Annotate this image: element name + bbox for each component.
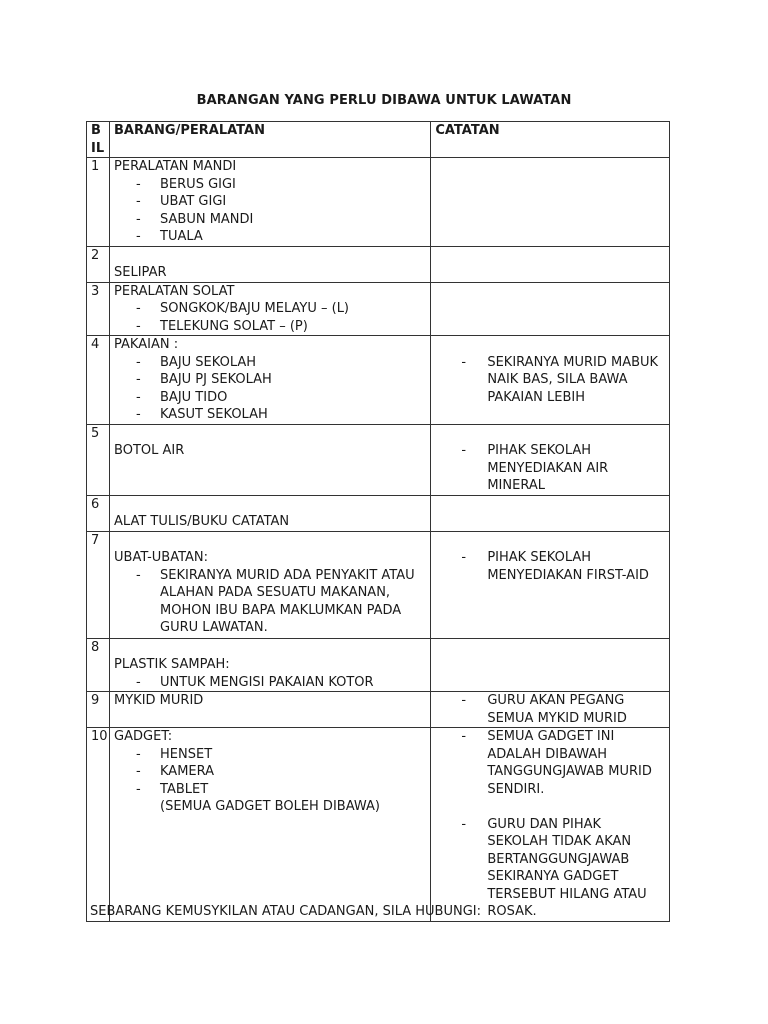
item-label: PAKAIAN : — [114, 337, 179, 352]
note-cell — [431, 692, 670, 728]
note-cell — [431, 531, 670, 638]
sub-item: - SEKIRANYA MURID ADA PENYAKIT ATAU ALAHAN PADA SESUATU MAKANAN, MOHON IBU BAPA MAKLUMKAN PADA GURU LAWATAN. — [136, 567, 415, 635]
header-note: CATATAN — [431, 122, 670, 158]
item-cell — [110, 728, 431, 922]
item-cell — [110, 158, 431, 247]
row-number: 6 — [87, 495, 110, 531]
item-cell — [110, 638, 431, 692]
note-item: - PIHAK SEKOLAH MENYEDIAKAN FIRST-AID — [461, 550, 649, 583]
header-item: BARANG/PERALATAN — [110, 122, 431, 158]
note-item: - SEKIRANYA MURID MABUK NAIK BAS, SILA BAWA PAKAIAN LEBIH — [461, 354, 659, 405]
table-row — [87, 495, 670, 531]
sub-item: - SABUN MANDI — [136, 211, 254, 227]
item-label: BOTOL AIR — [114, 443, 185, 458]
table-row — [87, 246, 670, 282]
note-cell — [431, 336, 670, 425]
row-number: 1 — [87, 158, 110, 247]
item-label: GADGET: — [114, 729, 173, 744]
items-table — [86, 121, 670, 922]
note-item: - GURU AKAN PEGANG SEMUA MYKID MURID — [461, 693, 627, 726]
item-label: PERALATAN MANDI — [114, 159, 237, 174]
item-label: SELIPAR — [114, 265, 167, 280]
item-cell — [110, 424, 431, 495]
note-item: - PIHAK SEKOLAH MENYEDIAKAN AIR MINERAL — [461, 443, 609, 493]
row-number: 9 — [87, 692, 110, 728]
item-cell — [110, 282, 431, 336]
item-cell — [110, 495, 431, 531]
item-cell — [110, 336, 431, 425]
sub-item-note: (SEMUA GADGET BOLEH DIBAWA) — [160, 799, 380, 814]
sub-item: - BAJU SEKOLAH — [136, 354, 257, 370]
item-label: PLASTIK SAMPAH: — [114, 657, 230, 672]
row-number: 7 — [87, 531, 110, 638]
sub-item: - BAJU PJ SEKOLAH — [136, 372, 272, 387]
table-row — [87, 728, 670, 922]
note-cell — [431, 638, 670, 692]
note-cell — [431, 246, 670, 282]
note-item: - SEMUA GADGET INI ADALAH DIBAWAH TANGGUNGJAWAB MURID SENDIRI. — [461, 729, 652, 797]
item-label: MYKID MURID — [114, 693, 204, 708]
table-row — [87, 336, 670, 425]
row-number: 3 — [87, 282, 110, 336]
table-row — [87, 531, 670, 638]
item-cell — [110, 692, 431, 728]
sub-item: - TUALA — [136, 229, 203, 244]
sub-item: - TABLET — [136, 781, 209, 797]
item-label: ALAT TULIS/BUKU CATATAN — [114, 514, 290, 529]
table-row — [87, 282, 670, 336]
item-cell — [110, 246, 431, 282]
sub-item: - KASUT SEKOLAH — [136, 407, 268, 422]
note-cell — [431, 728, 670, 922]
note-cell — [431, 158, 670, 247]
table-header-row — [87, 122, 670, 158]
note-cell — [431, 424, 670, 495]
page-title: BARANGAN YANG PERLU DIBAWA UNTUK LAWATAN — [196, 93, 572, 108]
sub-item: - BERUS GIGI — [136, 176, 236, 192]
item-label: UBAT-UBATAN: — [114, 550, 209, 565]
note-cell — [431, 495, 670, 531]
sub-item: - UBAT GIGI — [136, 194, 227, 209]
table-row — [87, 158, 670, 247]
row-number: 8 — [87, 638, 110, 692]
header-bil: BIL — [87, 122, 110, 158]
sub-item: - BAJU TIDO — [136, 389, 228, 405]
sub-item: - TELEKUNG SOLAT – (P) — [136, 318, 308, 334]
item-label: PERALATAN SOLAT — [114, 283, 235, 299]
note-item: - GURU DAN PIHAK SEKOLAH TIDAK AKAN BERTANGGUNGJAWAB SEKIRANYA GADGET TERSEBUT HILANG ATAU ROSAK. — [461, 816, 647, 919]
note-cell — [431, 282, 670, 336]
row-number: 5 — [87, 424, 110, 495]
table-row — [87, 424, 670, 495]
sub-item: - SONGKOK/BAJU MELAYU – (L) — [136, 301, 350, 316]
sub-item: - KAMERA — [136, 764, 215, 779]
table-row — [87, 638, 670, 692]
row-number: 4 — [87, 336, 110, 425]
table-row — [87, 692, 670, 728]
row-number: 2 — [87, 246, 110, 282]
item-cell — [110, 531, 431, 638]
sub-item: - HENSET — [136, 746, 213, 762]
sub-item: - UNTUK MENGISI PAKAIAN KOTOR — [136, 674, 374, 690]
row-number: 10 — [87, 728, 110, 922]
footer-contact-text: SEBARANG KEMUSYKILAN ATAU CADANGAN, SILA HUBUNGI: — [90, 904, 481, 919]
